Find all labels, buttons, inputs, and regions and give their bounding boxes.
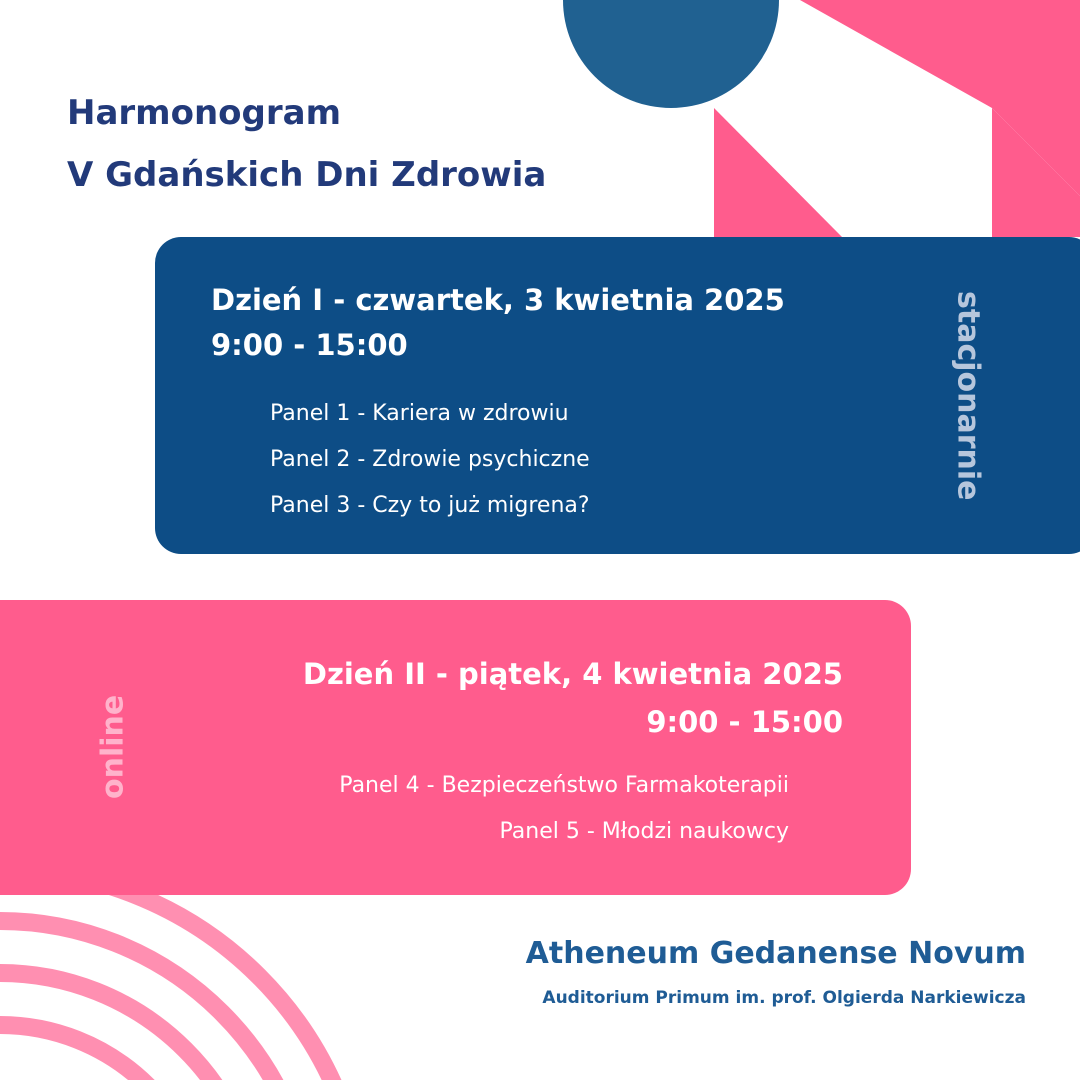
- day1-panel-list: [270, 391, 590, 529]
- day2-panel-list: [339, 763, 789, 855]
- day2-time: 9:00 - 15:00: [646, 705, 843, 739]
- list-item: Panel 3 - Czy to już migrena?: [270, 493, 590, 518]
- list-item: Panel 1 - Kariera w zdrowiu: [270, 401, 569, 426]
- page-title: [67, 82, 546, 206]
- venue-name: Atheneum Gedanense Novum: [525, 936, 1026, 971]
- day2-mode-label: online: [95, 694, 131, 800]
- list-item: Panel 5 - Młodzi naukowcy: [499, 819, 789, 844]
- day2-date: Dzień II - piątek, 4 kwietnia 2025: [302, 657, 843, 691]
- arc-shape: [0, 921, 314, 1080]
- blue-circle-shape: [563, 0, 779, 108]
- title-line-1: Harmonogram: [67, 93, 341, 133]
- pink-square-shape: [992, 0, 1080, 108]
- day1-heading: [211, 278, 785, 368]
- title-line-2: V Gdańskich Dni Zdrowia: [67, 155, 547, 195]
- day2-heading: [303, 650, 843, 746]
- day1-mode-label: stacjonarnie: [950, 291, 986, 501]
- day1-date: Dzień I - czwartek, 3 kwietnia 2025: [211, 283, 785, 317]
- pink-triangle-shape: [714, 108, 842, 237]
- arc-decoration: [0, 895, 400, 1080]
- list-item: Panel 2 - Zdrowie psychiczne: [270, 447, 590, 472]
- pink-triangle-shape: [800, 0, 992, 108]
- day1-time: 9:00 - 15:00: [211, 328, 408, 362]
- venue-hall: Auditorium Primum im. prof. Olgierda Narkiewicza: [542, 988, 1026, 1008]
- list-item: Panel 4 - Bezpieczeństwo Farmakoterapii: [339, 773, 789, 798]
